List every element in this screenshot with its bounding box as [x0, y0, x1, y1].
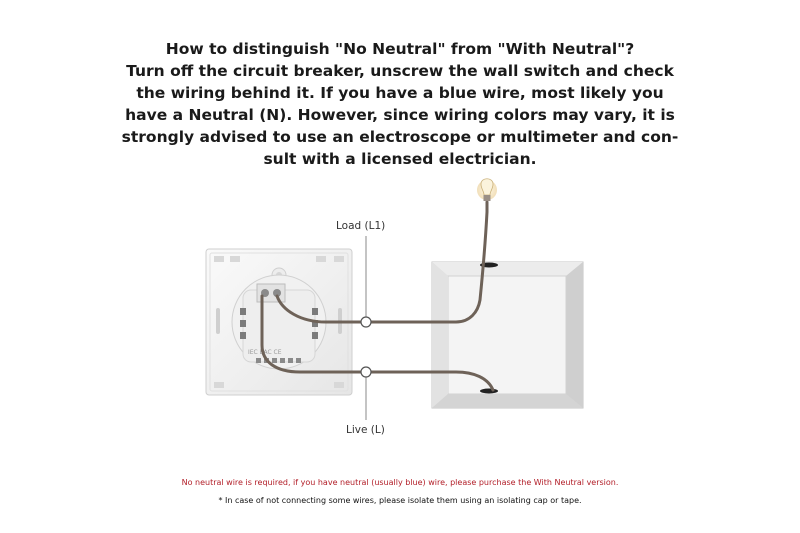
heading-line: Turn off the circuit breaker, unscrew the wall switch and check	[126, 62, 674, 80]
heading-line: sult with a licensed electrician.	[263, 150, 537, 168]
light-bulb-icon	[477, 179, 497, 201]
isolation-footnote: * In case of not connecting some wires, please isolate them using an isolating cap or tape.	[218, 496, 582, 505]
load-junction-marker	[361, 317, 371, 327]
junction-box	[432, 262, 583, 408]
neutral-warning-note: No neutral wire is required, if you have neutral (usually blue) wire, please purchase the With Neutral version.	[181, 478, 619, 487]
certification-marks: IEC EAC CE	[248, 349, 282, 356]
heading-line: How to distinguish "No Neutral" from "With Neutral"?	[165, 40, 635, 58]
live-label: Live (L)	[346, 424, 385, 436]
load-label: Load (L1)	[336, 220, 386, 232]
heading-line: the wiring behind it. If you have a blue wire, most likely you	[136, 84, 664, 102]
live-junction-marker	[361, 367, 371, 377]
heading-line: strongly advised to use an electroscope or multimeter and con-	[121, 128, 679, 146]
heading-line: have a Neutral (N). However, since wiring colors may vary, it is	[125, 106, 675, 124]
